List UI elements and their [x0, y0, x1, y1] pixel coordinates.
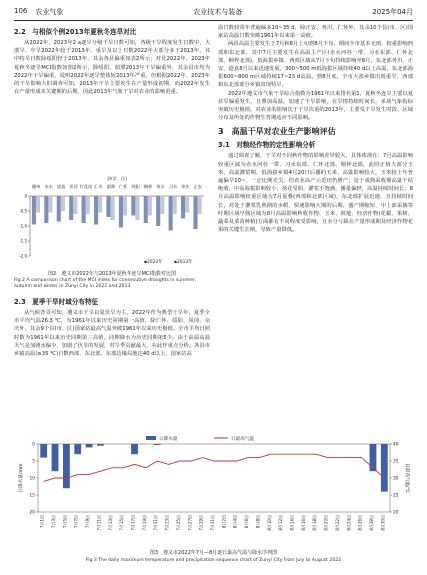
precip-bar: [370, 444, 377, 471]
bar: [106, 196, 110, 217]
x-tick-label: 7月5日: [62, 515, 68, 529]
bar: [160, 196, 164, 214]
right-paragraph-3: 2022年遵义市气象干旱综合指数为1961年以来排名第1，夏秋冬连旱主要以夏伏旱偏重发生，且叠加高温，加速了干旱影响，在旱情持续时间长，多项气象指标突破历史极值。对农业的影响次于干旱次重的2013年，主要受干旱发生时段、区域分布及所处的作物生育期适应不同影响。: [218, 90, 413, 122]
category-label: 赤水: [44, 184, 53, 189]
x-tick-label: 8月6日: [244, 515, 250, 529]
right-tick-label: 20: [393, 510, 399, 516]
bar: [193, 196, 197, 229]
x-tick-label: 7月11日: [96, 515, 102, 531]
bar: [69, 196, 73, 220]
category-label: 凤冈: [69, 184, 78, 189]
right-tick-label: 25: [393, 493, 399, 499]
x-tick-label: 8月10日: [266, 515, 272, 531]
left-axis-label: 日降水量/mm: [19, 463, 24, 493]
left-tick-label: 5: [32, 459, 35, 465]
bar: [82, 196, 86, 223]
figure-3-caption-cn: 图3 遵义市2022年7月—8月逐日最高气温与降水序列图: [149, 550, 278, 556]
plot-frame: [38, 444, 390, 512]
x-tick-label: 8月8日: [255, 515, 261, 529]
figure-3: [14, 434, 413, 564]
bar: [48, 196, 52, 213]
x-tick-label: 8月24日: [346, 515, 352, 531]
bar: [111, 196, 115, 220]
x-tick-label: 7月29日: [198, 515, 204, 531]
right-paragraph-2: 两段高温主要发生于7月和8月上旬到8月下旬，期间全市基本无雨，较重影响西部和东北部，其中7月主要发生在高温主产区(赤水河谷一带、习水东部、仁怀北部、桐梓北部)，低海拔乡镇、西部区域从7月下旬持续影响至8月，东北部务川、正安、道真8月以来迅速发展。300~500 m低海拔区域持续40 d以上高温，东北部海拔600~800 m区域持续17~23 d高温。到8月底，全市大部乡镇出现重旱，西部和东北部部分乡镇出现特旱。: [218, 41, 413, 89]
x-tick-label: 7月27日: [187, 515, 193, 531]
right-paragraph-1: 温日数较常年普遍偏多10~35 d，除正安、务川、仁怀外，其余10个县(市、区)国家站高温日数突破1961年以来第一高值。: [218, 25, 413, 40]
bar: [169, 196, 173, 231]
header-rule: [14, 20, 413, 21]
y-tick-label: -2.0: [19, 253, 27, 259]
journal-name: 农业气象: [35, 8, 64, 16]
left-tick-label: 0: [32, 442, 35, 448]
category-label: 汇川: [94, 184, 103, 189]
bar: [173, 196, 177, 214]
x-tick-label: 8月18日: [312, 515, 318, 531]
x-tick-label: 8月16日: [300, 515, 306, 531]
x-tick-label: 7月13日: [107, 515, 113, 531]
category-label: 桐梓: [143, 184, 153, 189]
x-tick-label: 7月1日: [39, 515, 45, 529]
x-tick-label: 8月2日: [221, 515, 227, 529]
bar: [94, 196, 98, 225]
legend-precip-label: 日降水量: [159, 437, 178, 442]
precip-bar: [131, 444, 138, 454]
bar: [86, 196, 90, 214]
y-tick-label: 0: [24, 193, 27, 199]
right-tick-label: 30: [393, 476, 399, 482]
page-header: [14, 6, 413, 18]
temp-precip-chart: [14, 434, 413, 546]
category-label: 播州: [32, 184, 41, 189]
legend-tmax-label: 日最高气温: [231, 437, 254, 442]
page-number: 106: [14, 7, 28, 15]
x-tick-label: 8月26日: [357, 515, 363, 531]
section-2-2-paragraph: 从2022年、2023年2 a逐旱分级干旱日数可知，各级干旱程度发生日数中，大部旱、中旱2022年较于2013年，重旱及以上日数2022年大部分多于2013年，其中特旱日数除绥阳轻于2013年，其余各县偏重如表2所示；对比2022年、2023年夏秋冬逐旱MCI指数如图2所示，除绥阳、湄潭2013年干旱偏重外，其余县市均为2022年干旱偏重，说明2022年逐旱整体较2013年严重。但根据2022年、2023年的干旱影响大旧调查可知，2013年干旱主要发生在产量形成初期，而2022年发生在产量形成末关键期的后期，因此2013年气象干旱对农业的影响更重。: [14, 40, 210, 96]
section-2-3-title: 2.3 夏季干旱时域分布特征: [14, 298, 99, 306]
category-label: 余庆: [181, 184, 190, 189]
category-label: 仁怀: [119, 184, 128, 189]
category-label: 习水: [168, 184, 178, 189]
legend-2022: ▪2022年: [144, 260, 163, 265]
section-2-2-title: 2.2 与相似个例2013年夏秋冬连旱对比: [14, 28, 137, 36]
precip-bar: [52, 444, 59, 471]
precip-bar: [74, 444, 81, 454]
category-label: 道真: [56, 184, 66, 189]
bar: [57, 196, 61, 222]
section-3-1-title: 3.1 对粮经作物的定性影响分析: [218, 141, 316, 150]
category-label: 正安: [193, 184, 202, 189]
x-tick-label: 7月31日: [210, 515, 215, 531]
bar: [181, 196, 185, 219]
right-axis-label: 日最高气温/℃: [404, 463, 409, 493]
mci-comparison-chart: [14, 176, 210, 266]
left-column-text: [14, 24, 210, 96]
left-tick-label: 20: [29, 510, 35, 516]
y-tick-label: -1.0: [19, 223, 27, 229]
x-tick-label: 8月12日: [278, 515, 284, 531]
x-tick-label: 7月7日: [73, 515, 79, 529]
precip-bar: [63, 444, 70, 488]
section-2-3-paragraph: 从气候背景可知，遵义市干旱以夏伏旱为主，2022年作为典型干旱年，夏季全市平均气温26.3 ℃，为1961年以来历史同期第一高值，除仁怀、绥阳、凤冈、余庆外，其余9个县(市、区)国家站最高气温突破1961年以来历史极值。全市平均日照时数为1961年以来历史同期第三高值，同期降水为历史同期第5少。由于高温高温天气是加剧水偏少，加剧了伏旱的发展，对旱季贡献最大，在此作重点分析。各县市乡镇高温(≥35 ℃)日数西部、东北部、东部边缘局地达40 d以上，国家站高: [14, 310, 210, 358]
x-tick-label: 8月22日: [334, 515, 340, 531]
precip-bar: [381, 444, 388, 492]
bar: [131, 196, 135, 216]
x-tick-label: 8月20日: [323, 515, 329, 531]
left-tick-label: 15: [29, 493, 35, 499]
x-tick-label: 7月25日: [175, 515, 181, 531]
bar: [98, 196, 102, 213]
bar: [156, 196, 160, 226]
left-tick-label: 10: [29, 476, 35, 482]
section-3-title: 3 高温干旱对农业生产影响评估: [218, 127, 336, 137]
x-tick-label: 8月30日: [380, 515, 386, 531]
bar: [32, 196, 36, 225]
y-tick-label: -0.5: [19, 208, 27, 214]
category-label: 绥阳: [131, 184, 140, 189]
x-tick-label: 7月17日: [130, 515, 136, 531]
figure-2: [14, 176, 210, 291]
bar: [73, 196, 77, 214]
precip-bar: [97, 444, 104, 446]
bar: [123, 196, 127, 216]
bar: [135, 196, 139, 220]
x-tick-label: 8月14日: [289, 515, 295, 531]
left-column-continued: [14, 294, 210, 358]
x-tick-label: 7月9日: [85, 515, 91, 529]
x-tick-label: 8月4日: [232, 515, 238, 529]
x-tick-label: 7月19日: [141, 515, 147, 531]
y-tick-label: -1.5: [19, 238, 27, 244]
section-3-1-paragraph: 通过调查了解，干旱对不同秋作物的影响差异较大，具体体现在：7月高温影响较重区域为赤水河谷一带、习水东部、仁怀北部、桐梓北部，此时正值大部分玉米、高粱灌浆期，低海拔乡镇4月20日后播的玉米、高粱影响较大，玉米较上年普遍偏早10~，一定比例壳尖、但农业高产示范田仍增产；处于成熟采收期高粱干枯绝收，中高海拔影响较小，扬花受阻，灌浆不饱满，播量偏轻，高温持续时间长；8月高温影响较重区域为7月夏叠(西部和北部区域)，东北部扩展迅速，且持续时间长，对处于灌浆乳熟期的水稻，快速影响大期的后期、盛产期缩短、中上部采摘等叶期区域早熟区域为8月高温影响秋收作物、玉米、坡地、经济作物(花椒、果树、蔬菜及菜苗种植)方面都有不同程度受影响，且水分亏缺在产量形成期及经济作物花果的关键生长期，导致产量降低。: [218, 153, 413, 234]
bar: [185, 196, 189, 213]
tmax-line: [44, 454, 385, 481]
bar: [61, 196, 65, 211]
right-tick-label: 35: [393, 459, 399, 465]
bar: [36, 196, 40, 213]
precip-bar: [40, 444, 47, 458]
bar: [148, 196, 152, 216]
x-tick-label: 7月15日: [119, 515, 125, 531]
precip-bar: [86, 444, 93, 447]
bar: [44, 196, 48, 223]
bar: [144, 196, 148, 223]
legend-precip-swatch: [146, 436, 156, 440]
x-axis-label: 县(市、区): [106, 176, 128, 181]
figure-2-caption-en: Fig.2 A comparison chart of the MCI index for consecutive droughts in summer, autumn and winter in Zunyi City in 2022 and 2013: [14, 278, 197, 290]
category-label: 务川: [156, 184, 165, 189]
x-tick-label: 7月21日: [153, 515, 159, 531]
legend-2013: ▪2013年: [174, 260, 193, 265]
x-tick-label: 7月23日: [164, 515, 170, 531]
figure-2-caption-cn: 图2 遵义市2022年与2013年夏秋冬连旱MCI指数对比图: [48, 271, 176, 277]
figure-3-caption-en: Fig.3 The daily maximum temperature and precipitation sequence chart of Zunyi City from July to August 2022: [85, 558, 342, 563]
x-tick-label: 8月28日: [368, 515, 374, 531]
x-tick-label: 7月3日: [51, 515, 57, 529]
bar: [119, 196, 123, 228]
right-tick-label: 40: [393, 442, 399, 448]
category-label: 湄潭: [106, 184, 115, 189]
section-name: 农业技术与装备: [193, 8, 243, 16]
category-label: 红花岗: [79, 184, 93, 189]
right-column-text: [218, 24, 413, 250]
precip-bar: [154, 444, 161, 445]
bar: [198, 196, 202, 214]
issue-date: 2025年04月: [372, 8, 413, 16]
